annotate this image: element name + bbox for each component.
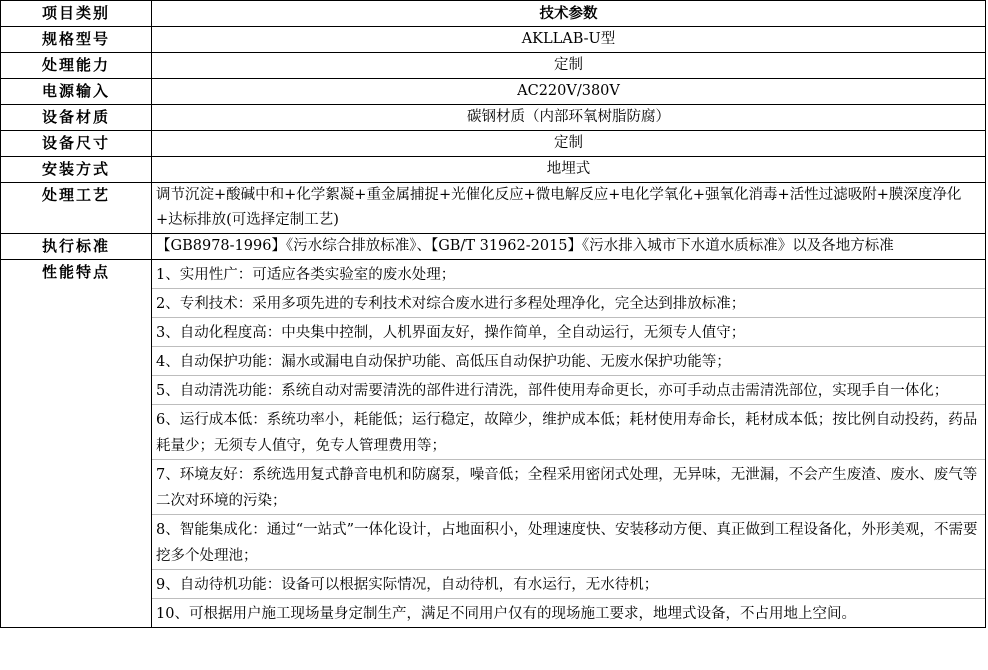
feature-item: 4、自动保护功能：漏水或漏电自动保护功能、高低压自动保护功能、无废水保护功能等； <box>152 347 985 376</box>
feature-item: 10、可根据用户施工现场量身定制生产，满足不同用户仅有的现场施工要求，地埋式设备，不占用地上空间。 <box>156 606 856 622</box>
row-value: 定制 <box>152 131 986 157</box>
row-process <box>1 183 986 234</box>
process-key: 处理工艺 <box>1 183 152 234</box>
feature-item: 5、自动清洗功能：系统自动对需要清洗的部件进行清洗，部件使用寿命更长，亦可手动点击需清洗部位，实现手自一体化； <box>152 376 985 405</box>
row-key: 设备材质 <box>1 105 152 131</box>
process-value: 调节沉淀+酸碱中和+化学絮凝+重金属捕捉+光催化反应+微电解反应+电化学氧化+强氧化消毒+活性过滤吸附+膜深度净化+达标排放(可选择定制工艺) <box>152 183 986 234</box>
row-standard <box>1 234 986 260</box>
row-value: AKLLAB-U型 <box>152 27 986 53</box>
features-cell <box>152 260 986 628</box>
feature-item: 7、环境友好：系统选用复式静音电机和防腐泵，噪音低；全程采用密闭式处理，无异味，无泄漏，不会产生废渣、废水、废气等二次对环境的污染； <box>152 460 985 515</box>
feature-item: 2、专利技术：采用多项先进的专利技术对综合废水进行多程处理净化，完全达到排放标准； <box>152 289 985 318</box>
row-value: 地埋式 <box>152 157 986 183</box>
row-install <box>1 157 986 183</box>
header-value: 技术参数 <box>152 1 986 27</box>
row-value: 定制 <box>152 53 986 79</box>
row-power <box>1 79 986 105</box>
row-key: 安装方式 <box>1 157 152 183</box>
row-material <box>1 105 986 131</box>
feature-item: 3、自动化程度高：中央集中控制，人机界面友好，操作简单，全自动运行，无须专人值守； <box>152 318 985 347</box>
standard-value: 【GB8978-1996】《污水综合排放标准》、【GB/T 31962-2015】《污水排入城市下水道水质标准》以及各地方标准 <box>152 234 986 260</box>
row-features <box>1 260 986 628</box>
feature-item: 6、运行成本低：系统功率小，耗能低；运行稳定，故障少，维护成本低；耗材使用寿命长，耗材成本低；按比例自动投药，药品耗量少；无须专人值守，免专人管理费用等； <box>152 405 985 460</box>
feature-item: 9、自动待机功能：设备可以根据实际情况，自动待机，有水运行，无水待机； <box>152 570 985 599</box>
row-capacity <box>1 53 986 79</box>
row-model <box>1 27 986 53</box>
row-key: 处理能力 <box>1 53 152 79</box>
standard-key: 执行标准 <box>1 234 152 260</box>
row-key: 规格型号 <box>1 27 152 53</box>
feature-item: 8、智能集成化：通过“一站式”一体化设计，占地面积小，处理速度快、安装移动方便、真正做到工程设备化，外形美观，不需要挖多个处理池； <box>152 515 985 570</box>
row-key: 电源输入 <box>1 79 152 105</box>
feature-item: 1、实用性广：可适应各类实验室的废水处理； <box>152 260 985 289</box>
row-value: 碳钢材质（内部环氧树脂防腐） <box>152 105 986 131</box>
header-row <box>1 1 986 27</box>
row-size <box>1 131 986 157</box>
features-key: 性能特点 <box>1 260 152 628</box>
header-key: 项目类别 <box>1 1 152 27</box>
row-key: 设备尺寸 <box>1 131 152 157</box>
features-list <box>152 260 985 627</box>
row-value: AC220V/380V <box>152 79 986 105</box>
